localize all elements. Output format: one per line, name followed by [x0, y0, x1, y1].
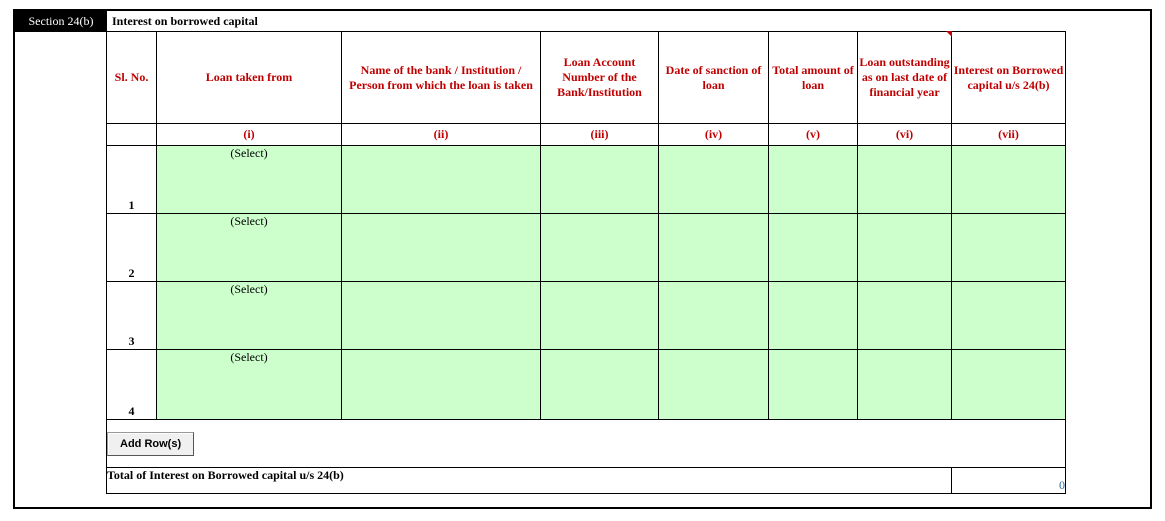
sl-no-cell: 4 [107, 350, 157, 420]
interest-input[interactable] [952, 146, 1066, 214]
loan-outstanding-input[interactable] [858, 214, 952, 282]
table-row [107, 146, 1066, 214]
sl-no-cell: 3 [107, 282, 157, 350]
total-amount-input[interactable] [769, 350, 858, 420]
interest-input[interactable] [952, 214, 1066, 282]
loan-taken-from-select[interactable]: (Select) [157, 350, 342, 420]
loan-outstanding-input[interactable] [858, 350, 952, 420]
loan-interest-table [106, 31, 1066, 494]
table-row [107, 350, 1066, 420]
loan-account-input[interactable] [541, 214, 659, 282]
total-amount-input[interactable] [769, 214, 858, 282]
loan-taken-from-select[interactable]: (Select) [157, 214, 342, 282]
sanction-date-input[interactable] [659, 146, 769, 214]
sl-no-cell: 1 [107, 146, 157, 214]
interest-input[interactable] [952, 282, 1066, 350]
bank-name-input[interactable] [342, 282, 541, 350]
col-header-loan-taken-from: Loan taken from [157, 32, 342, 124]
total-amount-input[interactable] [769, 146, 858, 214]
col-sub-vii: (vii) [952, 124, 1066, 146]
col-header-date-of-sanction: Date of sanction of loan [659, 32, 769, 124]
section-24b-panel [13, 9, 1152, 509]
table-row [107, 214, 1066, 282]
loan-account-input[interactable] [541, 282, 659, 350]
sanction-date-input[interactable] [659, 350, 769, 420]
col-header-bank-name: Name of the bank / Institution / Person from which the loan is taken [342, 32, 541, 124]
loan-outstanding-input[interactable] [858, 146, 952, 214]
col-sub-v: (v) [769, 124, 858, 146]
col-header-loan-outstanding: Loan outstanding as on last date of financial year [858, 32, 952, 124]
col-header-interest: Interest on Borrowed capital u/s 24(b) [952, 32, 1066, 124]
col-header-sl-no: Sl. No. [107, 32, 157, 124]
sl-no-cell: 2 [107, 214, 157, 282]
loan-taken-from-select[interactable]: (Select) [157, 282, 342, 350]
loan-outstanding-input[interactable] [858, 282, 952, 350]
col-sub-ii: (ii) [342, 124, 541, 146]
col-sub-sl-no [107, 124, 157, 146]
sanction-date-input[interactable] [659, 214, 769, 282]
total-interest-label: Total of Interest on Borrowed capital u/s 24(b) [107, 468, 952, 494]
total-interest-value: 0 [952, 468, 1066, 494]
total-row [107, 468, 1066, 494]
total-amount-input[interactable] [769, 282, 858, 350]
col-sub-iv: (iv) [659, 124, 769, 146]
loan-account-input[interactable] [541, 350, 659, 420]
col-header-loan-account-number: Loan Account Number of the Bank/Institution [541, 32, 659, 124]
loan-account-input[interactable] [541, 146, 659, 214]
table-row [107, 282, 1066, 350]
col-sub-iii: (iii) [541, 124, 659, 146]
interest-input[interactable] [952, 350, 1066, 420]
col-sub-i: (i) [157, 124, 342, 146]
add-rows-button[interactable]: Add Row(s) [107, 432, 194, 456]
subheader-row [107, 124, 1066, 146]
section-tag: Section 24(b) [15, 11, 107, 32]
bank-name-input[interactable] [342, 214, 541, 282]
add-row-cell [107, 420, 1066, 468]
bank-name-input[interactable] [342, 146, 541, 214]
add-row-row [107, 420, 1066, 468]
loan-taken-from-select[interactable]: (Select) [157, 146, 342, 214]
col-sub-vi: (vi) [858, 124, 952, 146]
sanction-date-input[interactable] [659, 282, 769, 350]
section-title: Interest on borrowed capital [112, 14, 258, 28]
col-header-total-amount: Total amount of loan [769, 32, 858, 124]
bank-name-input[interactable] [342, 350, 541, 420]
header-row [107, 32, 1066, 124]
